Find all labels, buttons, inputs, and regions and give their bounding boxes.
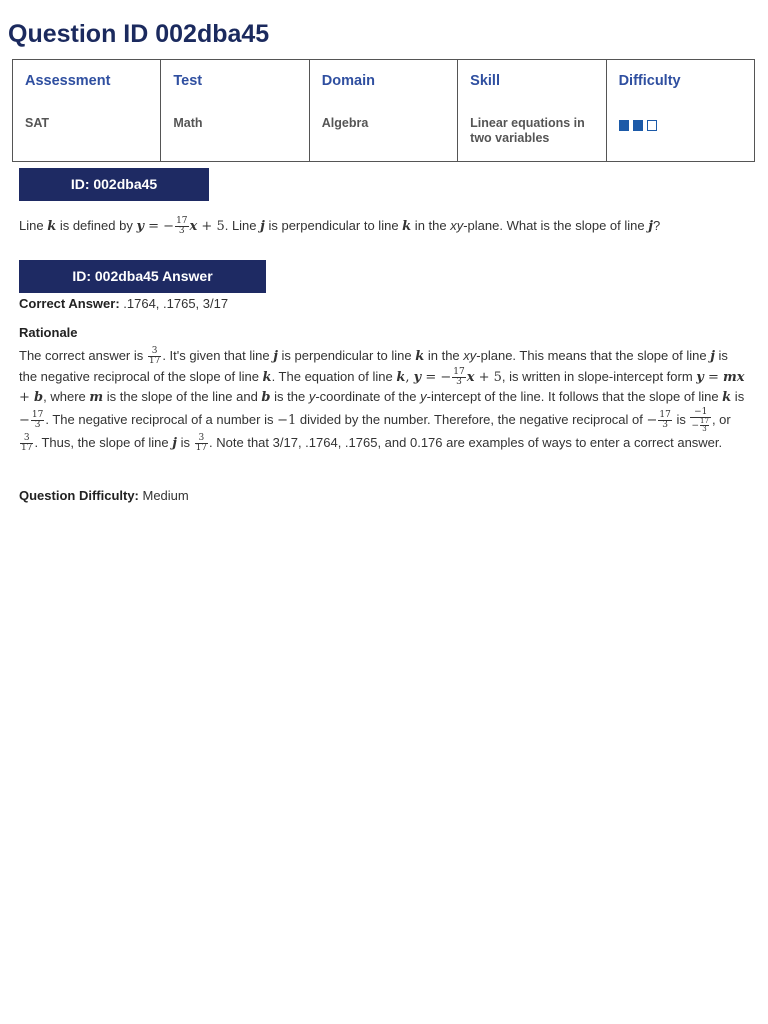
question-difficulty: Question Difficulty: Medium <box>19 488 189 503</box>
page-title: Question ID 002dba45 <box>8 20 270 48</box>
header-assessment: Assessment <box>13 60 161 104</box>
difficulty-square <box>633 120 643 131</box>
rationale-text: The correct answer is $\frac{3}{17}$ . It's given that line j is perpendicular to line k in the xy-plane. This means that the slope of line j is the negative reciprocal of the slope of line k. The equation of line k, y = − $\frac{17}{3}$ x + 5, is written in slope-intercept form y = mx + b, where m is the slope of the line and b is the y-coordinate of the y-intercept of the line. It follows that the slope of line k is − $\frac{17}{3}$ . The negative reciprocal of a number is −1 divided by the number. Therefore, the negative reciprocal of − $\frac{17}{3}$ is −1 − $\frac{17}{3}$ , or $\frac{3}{17}$ . Thus, the slope of line j is $\frac{3}{17}$ . Note that 3/17, .1764, .1765, and 0.176 are examples of ways to enter a correct answer. <box>19 346 745 453</box>
question-meta-table <box>12 59 755 162</box>
value-test: Math <box>161 104 309 162</box>
value-domain: Algebra <box>309 104 457 162</box>
value-difficulty <box>606 104 754 162</box>
value-assessment: SAT <box>13 104 161 162</box>
value-skill: Linear equations in two variables <box>458 104 606 162</box>
answer-id-banner: ID: 002dba45 Answer <box>19 260 266 293</box>
correct-answer: Correct Answer: .1764, .1765, 3/17 <box>19 296 229 311</box>
header-difficulty: Difficulty <box>606 60 754 104</box>
header-skill: Skill <box>458 60 606 104</box>
header-domain: Domain <box>309 60 457 104</box>
header-test: Test <box>161 60 309 104</box>
difficulty-square <box>647 120 657 131</box>
difficulty-indicator <box>619 120 661 134</box>
question-id-banner: ID: 002dba45 <box>19 168 209 201</box>
question-text: Line k is defined by y = − $\frac{17}{3}$ x + 5. Line j is perpendicular to line k in the xy-plane. What is the slope of line j? <box>19 216 661 236</box>
difficulty-square <box>619 120 629 131</box>
rationale-heading: Rationale <box>19 325 78 340</box>
